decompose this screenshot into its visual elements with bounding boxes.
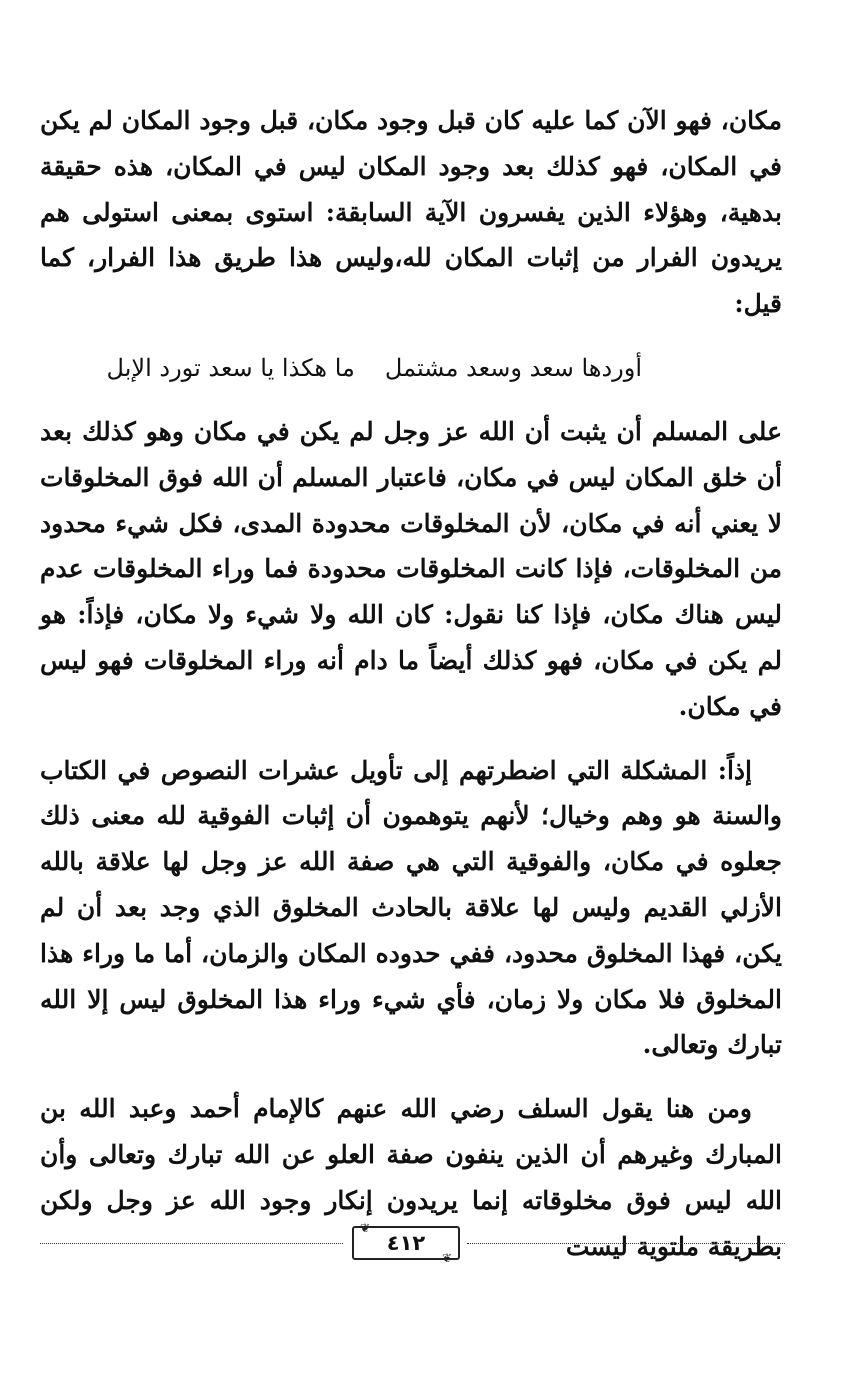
page-number: ٤١٢ (386, 1231, 426, 1255)
footer-dotted-rule-right (467, 1243, 785, 1244)
frame-ornament-icon: ❦ (360, 1221, 371, 1235)
paragraph-4: ومن هنا يقول السلف رضي الله عنهم كالإمام أحمد وعبد الله بن المبارك وغيرهم أن الذين ينفون صفة العلو عن الله تبارك وتعالى وأن الله ليس فوق مخلوقاته إنما يريدون إنكار وجود الله عز وجل ولكن بطريقة ملتوية ليست (40, 1094, 782, 1261)
verse-first-hemistich: أوردها سعد وسعد مشتمل (384, 353, 642, 382)
paragraph-1: مكان، فهو الآن كما عليه كان قبل وجود مكان، قبل وجود المكان لم يكن في المكان، فهو كذلك بعد وجود المكان ليس في المكان، هذه حقيقة بدهية، وهؤلاء الذين يفسرون الآية السابقة: استوى بمعنى استولى هم يريدون الفرار من إثبات المكان لله،وليس هذا طريق هذا الفرار، كما قيل: (40, 106, 782, 319)
footer-dotted-rule-left (40, 1243, 343, 1244)
frame-ornament-icon: ❦ (441, 1251, 452, 1265)
page-number-frame (352, 1221, 460, 1265)
poetry-verse (40, 345, 782, 391)
paragraph-3: إذاً: المشكلة التي اضطرتهم إلى تأويل عشرات النصوص في الكتاب والسنة هو وهم وخيال؛ لأنهم يتوهمون أن إثبات الفوقية لله معنى ذلك جعلوه في مكان، والفوقية التي هي صفة الله عز وجل لها علاقة بالله الأزلي القديم وليس لها علاقة بالحادث المخلوق الذي وجد بعد أن لم يكن، فهذا المخلوق محدود، ففي حدوده المكان والزمان، أما ما وراء هذا المخلوق فلا مكان ولا زمان، فأي شيء وراء هذا المخلوق ليس إلا الله تبارك وتعالى. (40, 755, 782, 1060)
page-footer (40, 1221, 785, 1265)
paragraph-2: على المسلم أن يثبت أن الله عز وجل لم يكن في مكان وهو كذلك بعد أن خلق المكان ليس في مكان، فاعتبار المسلم أن الله فوق المخلوقات لا يعني أنه في مكان، لأن المخلوقات محدودة المدى، فكل شيء محدود من المخلوقات، فإذا كانت المخلوقات محدودة فما وراء المخلوقات عدم ليس هناك مكان، فإذا كنا نقول: كان الله ولا شيء ولا مكان، فإذاً: هو لم يكن في مكان، فهو كذلك أيضاً ما دام أنه وراء المخلوقات فهو ليس في مكان. (40, 416, 782, 721)
page-text (40, 98, 782, 1269)
verse-second-hemistich: ما هكذا يا سعد تورد الإبل (106, 353, 355, 382)
